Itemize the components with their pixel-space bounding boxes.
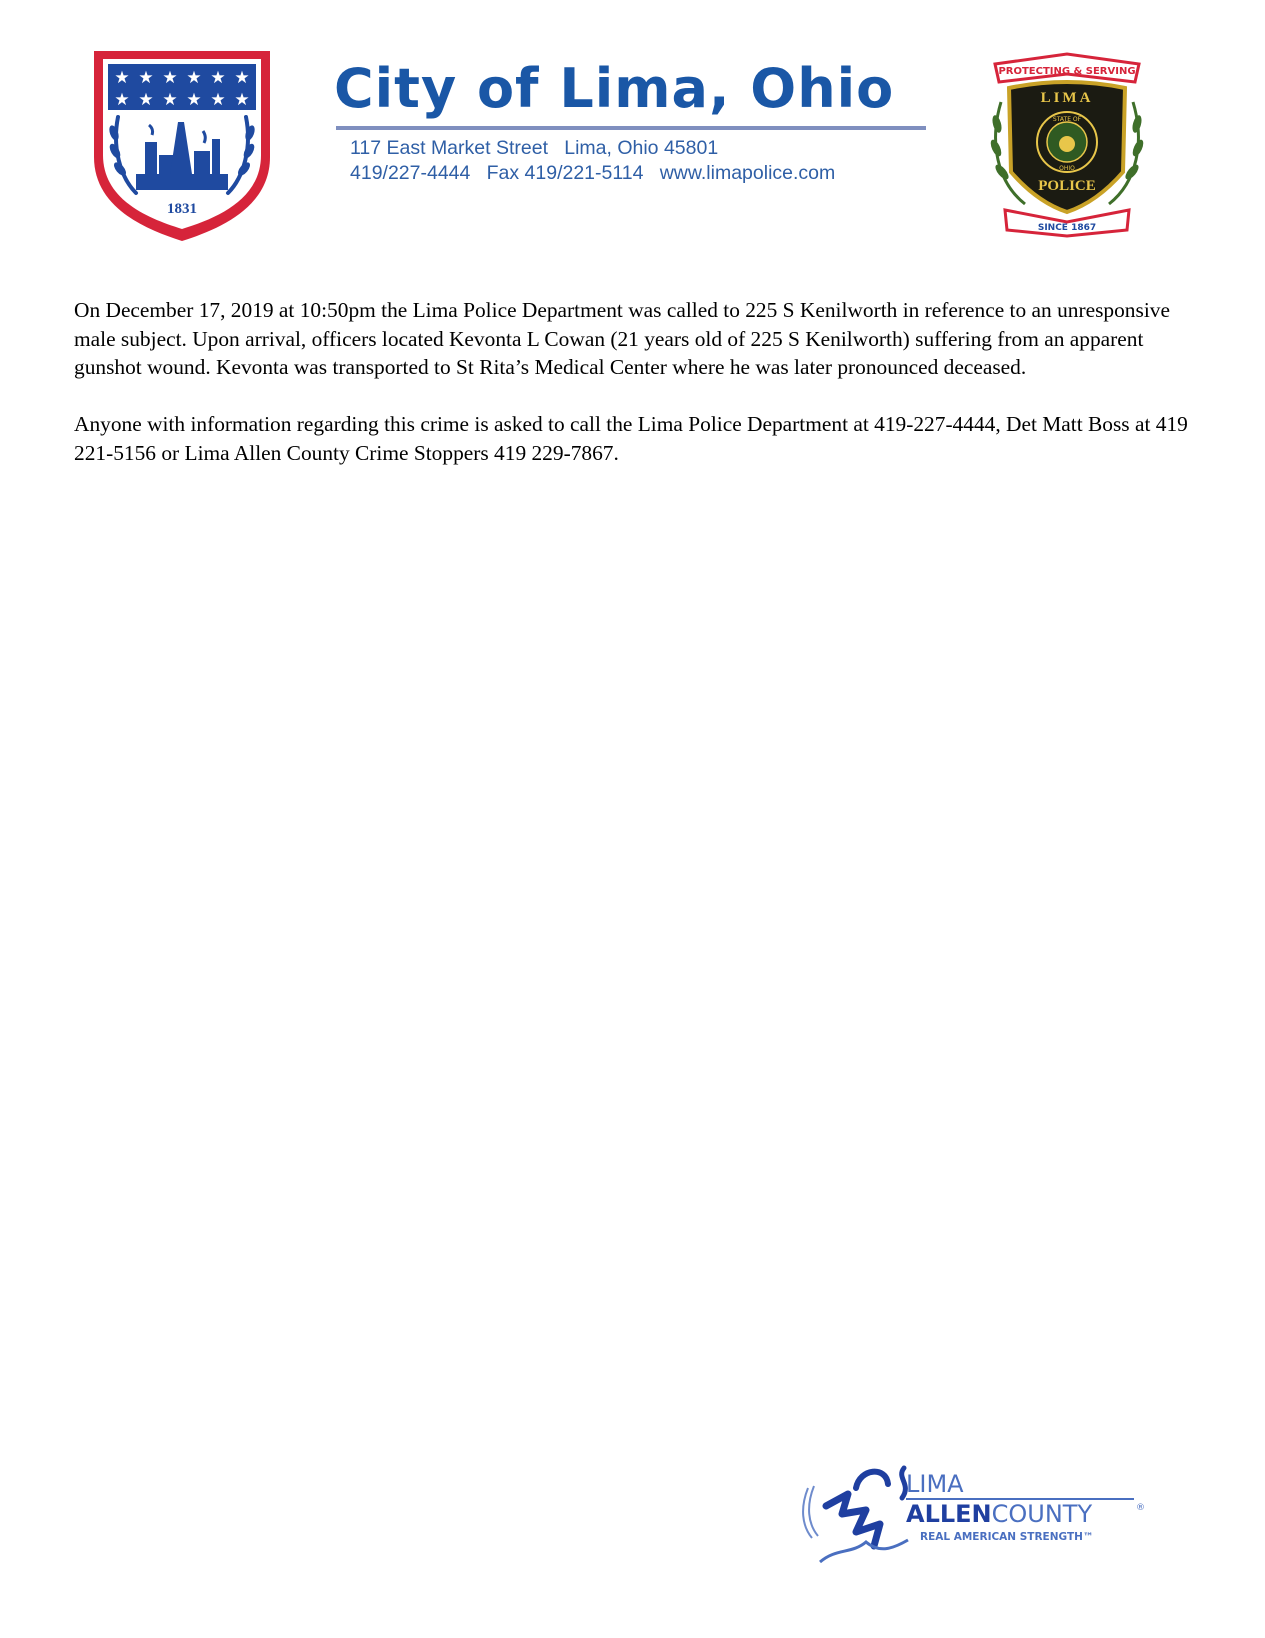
badge-ring-bottom: OHIO (1059, 165, 1075, 172)
badge-department: POLICE (1038, 178, 1096, 194)
badge-ring-top: STATE OF (1052, 116, 1082, 123)
svg-text:★: ★ (186, 90, 202, 110)
svg-text:★: ★ (234, 90, 250, 110)
address-line-1: 117 East Market Street Lima, Ohio 45801 (350, 137, 719, 159)
press-release-body (74, 296, 1194, 496)
svg-text:★: ★ (234, 68, 250, 88)
svg-text:★: ★ (114, 68, 130, 88)
svg-text:★: ★ (138, 68, 154, 88)
city-seal-logo (90, 47, 274, 243)
paragraph-contact: Anyone with information regarding this crime is asked to call the Lima Police Department at 419-227-4444, Det Matt Boss at 419 221-5156 or Lima Allen County Crime Stoppers 419 229-7867. (74, 412, 1188, 465)
svg-text:★: ★ (114, 90, 130, 110)
logo-tagline: REAL AMERICAN STRENGTH™ (920, 1531, 1094, 1543)
logo-line-lima: LIMA (906, 1470, 964, 1498)
svg-text:★: ★ (162, 90, 178, 110)
header-divider (336, 126, 926, 130)
police-badge-logo (987, 52, 1147, 238)
city-title: City of Lima, Ohio (334, 57, 895, 120)
logo-line-county: COUNTY (991, 1500, 1093, 1528)
badge-top-banner: PROTECTING & SERVING (998, 66, 1136, 77)
lima-allen-county-logo (796, 1458, 1176, 1570)
badge-bottom-banner: SINCE 1867 (1037, 223, 1097, 233)
paragraph-incident: On December 17, 2019 at 10:50pm the Lima Police Department was called to 225 S Kenilworth in reference to an unresponsive male subject. Upon arrival, officers located Kevonta L Cowan (21 years old of 225 S Kenilworth) suffering from an apparent gunshot wound. Kevonta was transported to St Rita’s Medical Center where he was later pronounced deceased. (74, 298, 1170, 379)
svg-text:★: ★ (210, 90, 226, 110)
logo-registered-mark: ® (1136, 1503, 1145, 1513)
svg-text:★: ★ (210, 68, 226, 88)
svg-text:★: ★ (162, 68, 178, 88)
svg-text:ALLENCOUNTY (906, 1500, 1092, 1528)
badge-city: LIMA (1040, 90, 1094, 106)
svg-text:★: ★ (138, 90, 154, 110)
letterhead (336, 56, 928, 122)
logo-line-allen: ALLEN (906, 1500, 992, 1528)
address-line-2: 419/227-4444 Fax 419/221-5114 www.limapolice.com (350, 162, 836, 184)
header-address (350, 136, 835, 186)
svg-text:★: ★ (186, 68, 202, 88)
city-seal-year: 1831 (167, 201, 197, 217)
